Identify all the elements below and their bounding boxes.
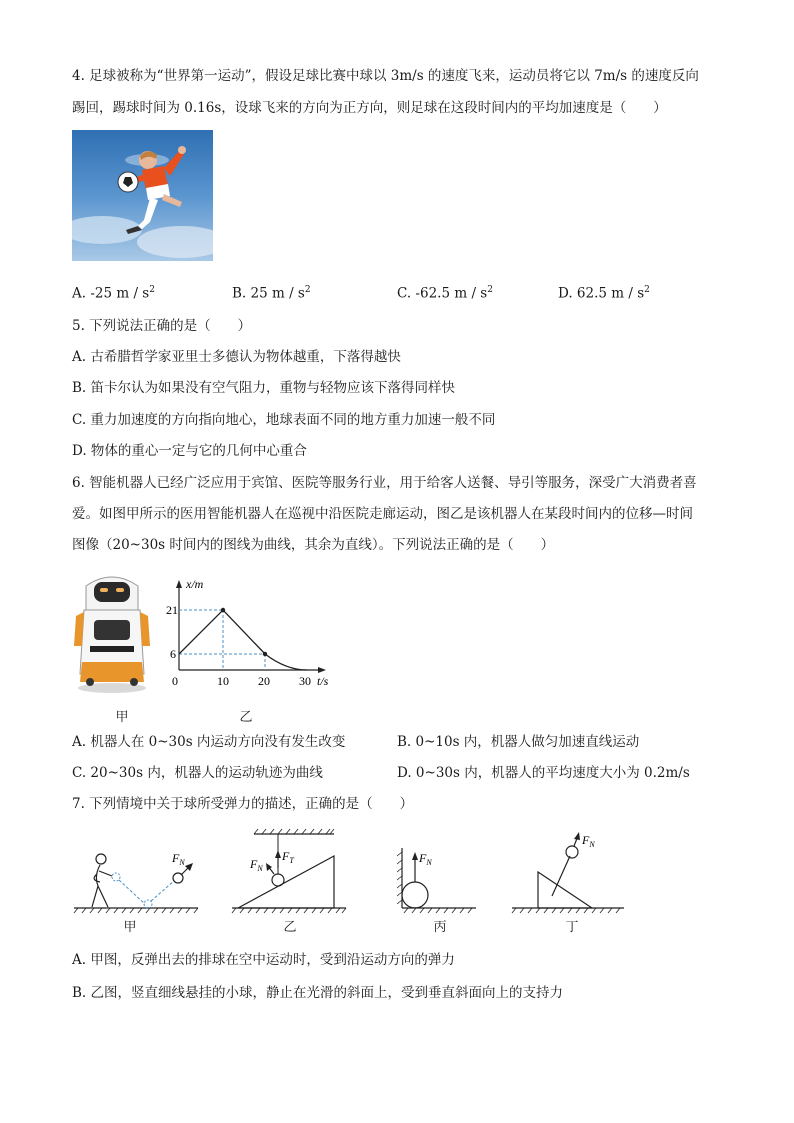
q5-option-c[interactable]: C. 重力加速度的方向指向地心，地球表面不同的地方重力加速一般不同 bbox=[72, 412, 496, 428]
q6-caption-yi: 乙 bbox=[239, 710, 253, 725]
q4-option-c-value: C. -62.5 bbox=[397, 285, 451, 302]
q4-stem-line2: 踢回，踢球时间为 0.16s，设球飞来的方向为正方向，则足球在这段时间内的平均加速度是（ ） bbox=[72, 100, 667, 116]
q5-stem: 5. 下列说法正确的是（ ） bbox=[72, 318, 252, 334]
q4-option-d-unit: m / s bbox=[611, 285, 645, 302]
y-axis-arrow bbox=[176, 580, 182, 588]
ding-force-label: $F_N$ bbox=[582, 833, 595, 849]
q6-stem-line3: 图像（20~30s 时间内的图线为曲线，其余为直线）。下列说法正确的是（ ） bbox=[72, 537, 555, 553]
q7-figure-ding bbox=[508, 828, 628, 914]
q4-option-b-exp: 2 bbox=[304, 285, 311, 295]
q7-caption-bing: 丙 bbox=[433, 920, 447, 935]
q4-option-a-exp: 2 bbox=[149, 285, 155, 295]
q4-option-a-value: A. -25 bbox=[72, 285, 113, 302]
y-tick-21: 21 bbox=[166, 603, 178, 617]
robot-image bbox=[72, 566, 152, 694]
q7-caption-jia: 甲 bbox=[123, 920, 137, 935]
q4-option-b-value: B. 25 bbox=[232, 285, 268, 302]
q5-option-b[interactable]: B. 笛卡尔认为如果没有空气阻力，重物与轻物应该下落得同样快 bbox=[72, 380, 456, 396]
x-tick-30: 30 bbox=[299, 674, 311, 688]
q7-figure-yi bbox=[230, 828, 350, 914]
x-tick-10: 10 bbox=[217, 674, 229, 688]
q6-stem-line2: 爱。如图甲所示的医用智能机器人在巡视中沿医院走廊运动，图乙是该机器人在某段时间内的位移—时间 bbox=[72, 506, 693, 522]
q7-caption-ding: 丁 bbox=[565, 920, 579, 935]
bing-force-label: $F_N$ bbox=[419, 851, 432, 867]
q4-stem-line1: 4. 足球被称为“世界第一运动”，假设足球比赛中球以 3m/s 的速度飞来，运动员将它以 7m/s 的速度反向 bbox=[72, 68, 699, 84]
q4-option-d[interactable] bbox=[558, 280, 650, 304]
x-tick-0: 0 bbox=[172, 674, 178, 688]
q4-option-b[interactable] bbox=[232, 280, 311, 304]
q6-caption-jia: 甲 bbox=[115, 710, 129, 725]
y-tick-6: 6 bbox=[170, 647, 176, 661]
q4-option-c-exp: 2 bbox=[487, 285, 493, 295]
q5-option-a[interactable]: A. 古希腊哲学家亚里士多德认为物体越重，下落得越快 bbox=[72, 349, 401, 365]
q7-option-a[interactable]: A. 甲图，反弹出去的排球在空中运动时，受到沿运动方向的弹力 bbox=[72, 952, 455, 968]
yi-normal-label: $F_N$ bbox=[250, 857, 263, 873]
q4-option-c[interactable] bbox=[397, 280, 493, 304]
q4-option-a[interactable] bbox=[72, 280, 155, 304]
q7-caption-yi: 乙 bbox=[283, 920, 297, 935]
q6-option-a[interactable]: A. 机器人在 0~30s 内运动方向没有发生改变 bbox=[72, 734, 346, 750]
x-axis-label: t/s bbox=[317, 674, 329, 688]
q4-option-a-unit: m / s bbox=[116, 285, 150, 302]
q4-option-c-unit: m / s bbox=[454, 285, 488, 302]
jia-force-label: $F_N$ bbox=[172, 851, 185, 867]
q6-option-c[interactable]: C. 20~30s 内，机器人的运动轨迹为曲线 bbox=[72, 765, 323, 781]
yi-tension-label: $F_T$ bbox=[282, 849, 294, 865]
soccer-player-photo bbox=[72, 130, 213, 261]
q6-option-d[interactable]: D. 0~30s 内，机器人的平均速度大小为 0.2m/s bbox=[397, 765, 690, 781]
q4-option-b-unit: m / s bbox=[271, 285, 305, 302]
q5-option-d[interactable]: D. 物体的重心一定与它的几何中心重合 bbox=[72, 443, 307, 459]
q7-figure-bing bbox=[390, 828, 480, 914]
x-t-curve bbox=[179, 610, 307, 670]
q4-option-d-exp: 2 bbox=[644, 285, 650, 295]
point-20-6 bbox=[263, 652, 267, 656]
x-t-graph bbox=[166, 574, 336, 690]
q7-stem: 7. 下列情境中关于球所受弹力的描述，正确的是（ ） bbox=[72, 796, 414, 812]
q7-figure-jia bbox=[72, 834, 202, 914]
x-tick-20: 20 bbox=[258, 674, 270, 688]
x-axis-arrow bbox=[318, 667, 326, 673]
q6-option-b[interactable]: B. 0~10s 内，机器人做匀加速直线运动 bbox=[397, 734, 640, 750]
q4-option-d-value: D. 62.5 bbox=[558, 285, 607, 302]
q7-option-b[interactable]: B. 乙图，竖直细线悬挂的小球，静止在光滑的斜面上，受到垂直斜面向上的支持力 bbox=[72, 985, 564, 1001]
y-axis-label: x/m bbox=[186, 577, 204, 591]
point-10-21 bbox=[221, 608, 225, 612]
q6-stem-line1: 6. 智能机器人已经广泛应用于宾馆、医院等服务行业，用于给客人送餐、导引等服务，深受广大消费者喜 bbox=[72, 475, 697, 491]
